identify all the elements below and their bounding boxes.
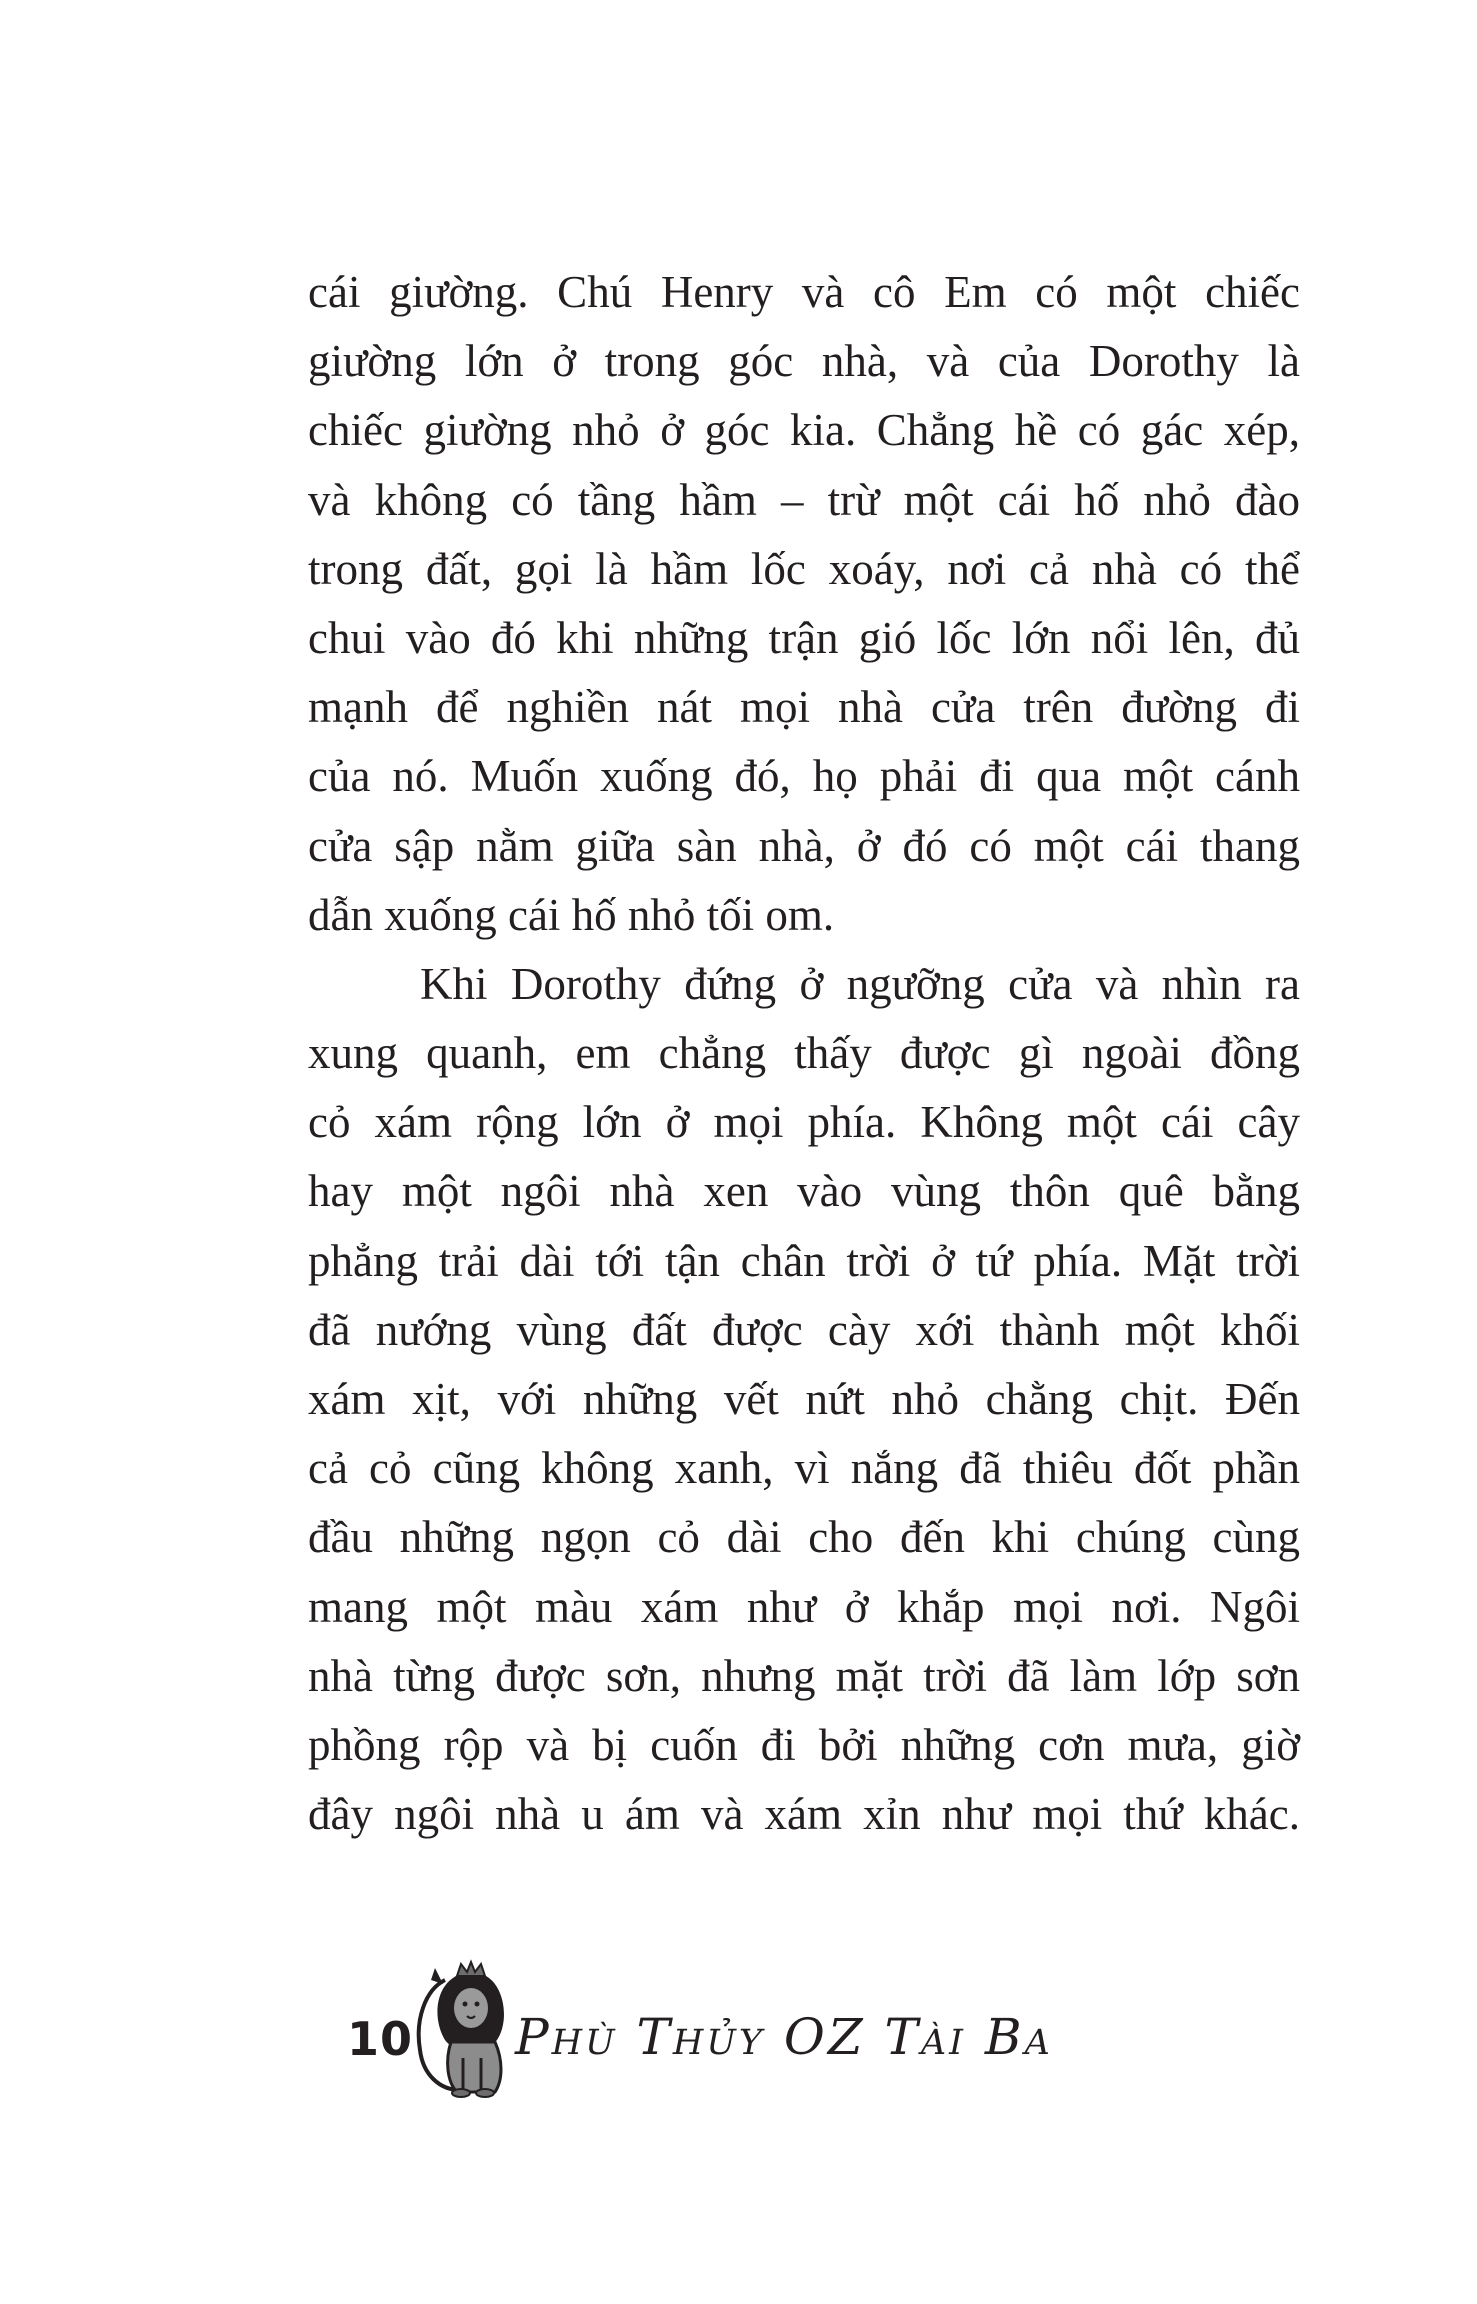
text-line: xung quanh, em chẳng thấy được gì ngoài đồng bbox=[308, 1028, 1300, 1079]
text-line: cửa sập nằm giữa sàn nhà, ở đó có một cái thang bbox=[308, 820, 1300, 871]
paragraph-2 bbox=[308, 950, 1300, 1849]
text-line: dẫn xuống cái hố nhỏ tối om. bbox=[308, 889, 835, 940]
text-line: chiếc giường nhỏ ở góc kia. Chẳng hề có gác xép, bbox=[308, 405, 1300, 456]
text-line: đã nướng vùng đất được cày xới thành một khối bbox=[308, 1304, 1300, 1355]
text-line: nhà từng được sơn, nhưng mặt trời đã làm lớp sơn bbox=[308, 1650, 1300, 1701]
text-line: hay một ngôi nhà xen vào vùng thôn quê bằng bbox=[308, 1166, 1300, 1217]
text-line: cả cỏ cũng không xanh, vì nắng đã thiêu đốt phần bbox=[308, 1443, 1300, 1494]
text-line: phồng rộp và bị cuốn đi bởi những cơn mưa, giờ bbox=[308, 1719, 1300, 1770]
text-line: giường lớn ở trong góc nhà, và của Dorothy là bbox=[308, 336, 1300, 387]
text-line: và không có tầng hầm – trừ một cái hố nhỏ đào bbox=[308, 474, 1300, 525]
text-line: đầu những ngọn cỏ dài cho đến khi chúng cùng bbox=[308, 1512, 1300, 1563]
text-line: mạnh để nghiền nát mọi nhà cửa trên đường đi bbox=[308, 682, 1300, 733]
page-footer bbox=[335, 1950, 1053, 2100]
text-line: cái giường. Chú Henry và cô Em có một chiếc bbox=[308, 267, 1300, 317]
text-line: xám xịt, với những vết nứt nhỏ chằng chịt. Đến bbox=[308, 1374, 1300, 1424]
paragraph-1 bbox=[308, 258, 1300, 950]
body-text bbox=[308, 258, 1300, 1849]
text-line: mang một màu xám như ở khắp mọi nơi. Ngôi bbox=[308, 1581, 1300, 1632]
text-line: phẳng trải dài tới tận chân trời ở tứ phía. Mặt trời bbox=[308, 1235, 1300, 1286]
text-line: đây ngôi nhà u ám và xám xỉn như mọi thứ khác. bbox=[308, 1789, 1300, 1840]
text-line: trong đất, gọi là hầm lốc xoáy, nơi cả nhà có thể bbox=[308, 543, 1300, 594]
text-line: của nó. Muốn xuống đó, họ phải đi qua một cánh bbox=[308, 751, 1300, 802]
text-line: chui vào đó khi những trận gió lốc lớn nổi lên, đủ bbox=[308, 612, 1300, 663]
text-line: cỏ xám rộng lớn ở mọi phía. Không một cái cây bbox=[308, 1097, 1300, 1148]
text-line: Khi Dorothy đứng ở ngưỡng cửa và nhìn ra bbox=[420, 958, 1300, 1009]
page-number: 10 bbox=[347, 2012, 414, 2066]
book-title: Phù Thủy OZ Tài Ba bbox=[515, 2008, 1053, 2066]
